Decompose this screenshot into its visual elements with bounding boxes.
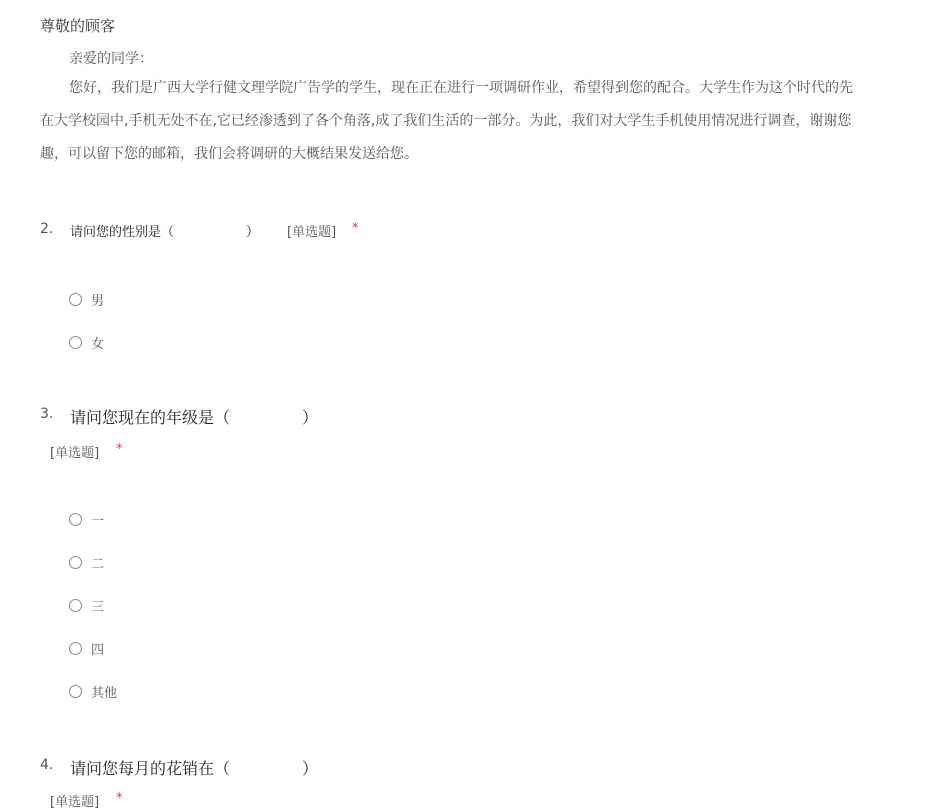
question-title	[70, 221, 259, 240]
radio-button[interactable]	[69, 513, 82, 526]
radio-button[interactable]	[69, 685, 82, 698]
radio-button[interactable]	[69, 556, 82, 569]
question-type-badge: [单选题]	[287, 225, 337, 240]
radio-button[interactable]	[69, 642, 82, 655]
question-title	[70, 405, 318, 428]
question-type-badge: [单选题]	[50, 446, 100, 461]
question-title	[70, 756, 318, 779]
radio-option-grade-2[interactable]	[69, 552, 104, 572]
question-title-prefix: 请问您每月的花销在（	[70, 759, 231, 778]
radio-option-other[interactable]	[69, 681, 117, 701]
radio-option-grade-3[interactable]	[69, 595, 104, 615]
question-number: 2.	[40, 221, 54, 237]
intro-line: 您好，我们是广西大学行健文理学院广告学的学生，现在正在进行一项调研作业，希望得到您的配合。大学生作为这个时代的先	[69, 80, 853, 96]
intro-line: 趣，可以留下您的邮箱，我们会将调研的大概结果发送给您。	[40, 146, 418, 162]
question-type-badge: [单选题]	[50, 795, 100, 810]
radio-option-grade-4[interactable]	[69, 638, 104, 658]
intro-title: 尊敬的顾客	[40, 17, 116, 35]
radio-option-label: 其他	[91, 685, 118, 701]
intro-line: 在大学校园中,手机无处不在,它已经渗透到了各个角落,成了我们生活的一部分。为此，我们对大学生手机使用情况进行调查，谢谢您	[40, 113, 852, 129]
question-title-prefix: 请问您现在的年级是（	[70, 408, 231, 427]
radio-option-label: 三	[91, 599, 105, 615]
radio-option-male[interactable]	[69, 289, 104, 309]
intro-salutation: 亲爱的同学：	[69, 51, 153, 67]
radio-button[interactable]	[69, 293, 82, 306]
radio-option-label: 一	[91, 513, 105, 529]
radio-option-label: 二	[91, 556, 105, 572]
radio-button[interactable]	[69, 336, 82, 349]
radio-button[interactable]	[69, 599, 82, 612]
required-marker: *	[116, 442, 123, 457]
question-number: 3.	[40, 406, 54, 422]
radio-option-female[interactable]	[69, 332, 104, 352]
question-title-suffix: ）	[302, 759, 319, 778]
required-marker: *	[352, 221, 359, 236]
question-title-prefix: 请问您的性别是（	[70, 225, 175, 240]
radio-option-label: 四	[91, 642, 105, 658]
radio-option-label: 男	[91, 293, 105, 309]
question-title-suffix: ）	[246, 225, 260, 240]
question-title-suffix: ）	[302, 408, 319, 427]
radio-option-grade-1[interactable]	[69, 509, 104, 529]
required-marker: *	[116, 791, 123, 806]
intro-body	[40, 72, 940, 171]
question-number: 4.	[40, 757, 54, 773]
radio-option-label: 女	[91, 336, 105, 352]
